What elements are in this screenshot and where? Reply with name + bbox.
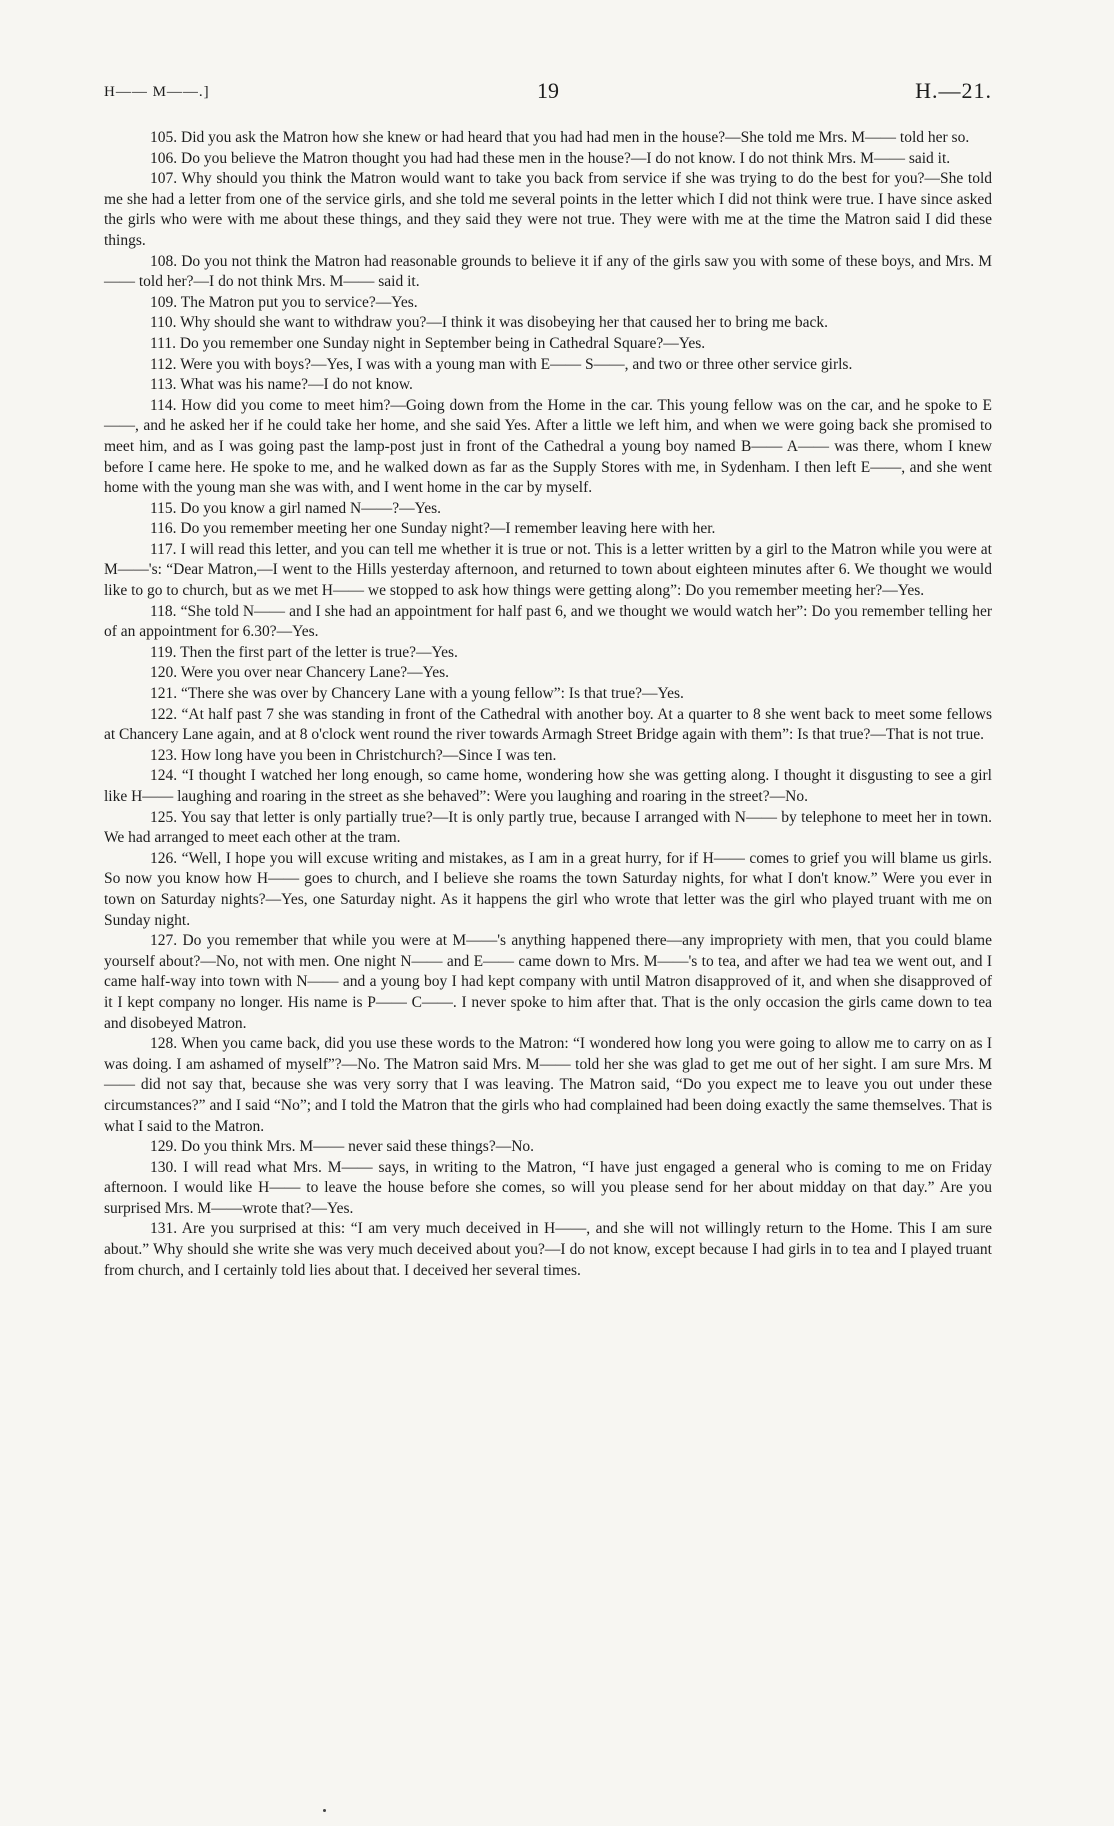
- page-header: [104, 78, 992, 108]
- question-110: 110. Why should she want to withdraw you?—I think it was disobeying her that caused her to bring me back.: [150, 314, 828, 332]
- question-120: 120. Were you over near Chancery Lane?—Yes.: [150, 664, 450, 682]
- question-109: 109. The Matron put you to service?—Yes.: [150, 293, 418, 311]
- header-running-title: H—— M——.]: [104, 84, 210, 100]
- question-112: 112. Were you with boys?—Yes, I was with a young man with E—— S——, and two or three other service girls.: [150, 355, 853, 373]
- question-126: 126. “Well, I hope you will excuse writing and mistakes, as I am in a great hurry, for if H—— comes to grief you will blame us girls. So now you know how H—— goes to church, and I believe she roams the town Saturday nights, for what I don't know.” Were you ever in town on Saturday nights?—Yes, one Saturday night. As it happens the girl who wrote that letter was the girl who played truant with me on Sunday night.: [104, 849, 992, 929]
- question-119: 119. Then the first part of the letter is true?—Yes.: [150, 643, 458, 661]
- testimony-body: [104, 128, 992, 1281]
- question-116: 116. Do you remember meeting her one Sunday night?—I remember leaving here with her.: [150, 520, 716, 538]
- question-105: 105. Did you ask the Matron how she knew or had heard that you had had men in the house?—She told me Mrs. M—— told her so.: [150, 129, 970, 146]
- question-117: 117. I will read this letter, and you can tell me whether it is true or not. This is a letter written by a girl to the Matron while you were at M——'s: “Dear Matron,—I went to the Hills yesterday afternoon, and returned to town about eighteen minutes after 6. We thought we would like to go to church, but as we met H—— we stopped to ask how things were getting along”: Do you remember meeting her?—Yes.: [104, 540, 992, 600]
- question-130: 130. I will read what Mrs. M—— says, in writing to the Matron, “I have just engaged a general who is coming to me on Friday afternoon. I would like H—— to leave the house before she comes, so will you please send for her about midday on that day.” Are you surprised Mrs. M——wrote that?—Yes.: [104, 1158, 992, 1217]
- question-123: 123. How long have you been in Christchurch?—Since I was ten.: [150, 746, 557, 764]
- question-113: 113. What was his name?—I do not know.: [150, 376, 413, 394]
- question-125: 125. You say that letter is only partially true?—It is only partly true, because I arranged with N—— by telephone to meet her in town. We had arranged to meet each other at the tram.: [104, 808, 992, 847]
- question-129: 129. Do you think Mrs. M—— never said these things?—No.: [150, 1138, 535, 1156]
- document-reference: H.—21.: [915, 78, 992, 103]
- question-106: 106. Do you believe the Matron thought you had had these men in the house?—I do not know. I do not think Mrs. M—— said it.: [150, 149, 951, 167]
- question-121: 121. “There she was over by Chancery Lane with a young fellow”: Is that true?—Yes.: [150, 685, 684, 703]
- question-128: 128. When you came back, did you use these words to the Matron: “I wondered how long you were going to allow me to carry on as I was doing. I am ashamed of myself”?—No. The Matron said Mrs. M—— told her she was glad to get me out of her sight. I am sure Mrs. M—— did not say that, because she was very sorry that I was leaving. The Matron said, “Do you expect me to leave you out under these circumstances?” and I said “No”; and I told the Matron that the girls who had complained had been doing exactly the same themselves. That is what I said to the Matron.: [104, 1035, 992, 1135]
- question-107: 107. Why should you think the Matron would want to take you back from service if she was trying to do the best for you?—She told me she had a letter from one of the service girls, and she told me several points in the letter which I did not think were true. I have since asked the girls who were with me about these things, and they said they were not true. They were with me at the time the Matron said I did these things.: [104, 170, 992, 249]
- question-122: 122. “At half past 7 she was standing in front of the Cathedral with another boy. At a quarter to 8 she went back to meet some fellows at Chancery Lane again, and at 8 o'clock went round the river towards Armagh Street Bridge again with them”: Is that true?—That is not true.: [104, 705, 992, 744]
- page-number: 19: [537, 78, 559, 103]
- question-108: 108. Do you not think the Matron had reasonable grounds to believe it if any of the girls saw you with some of these boys, and Mrs. M—— told her?—I do not think Mrs. M—— said it.: [104, 252, 992, 291]
- question-124: 124. “I thought I watched her long enough, so came home, wondering how she was getting along. I thought it disgusting to see a girl like H—— laughing and roaring in the street as she behaved”: Were you laughing and roaring in the street?—No.: [104, 767, 992, 805]
- question-127: 127. Do you remember that while you were at M——'s anything happened there—any impropriety with men, that you could blame yourself about?—No, not with men. One night N—— and E—— came down to Mrs. M——'s to tea, and after we had tea we went out, and I came half-way into town with N—— and a young boy I had kept company with until Matron disapproved of it, and when she disapproved of it I kept company no longer. His name is P—— C——. I never spoke to him after that. That is the only occasion the girls came down to tea and disobeyed Matron.: [104, 932, 992, 1032]
- question-131: 131. Are you surprised at this: “I am very much deceived in H——, and she will not willingly return to the Home. This I am sure about.” Why should she write she was very much deceived about you?—I do not know, except because I had girls in to tea and I played truant from church, and I certainly told lies about that. I deceived her several times.: [104, 1220, 992, 1279]
- question-118: 118. “She told N—— and I she had an appointment for half past 6, and we thought we would watch her”: Do you remember telling her of an appointment for 6.30?—Yes.: [104, 602, 992, 641]
- question-111: 111. Do you remember one Sunday night in September being in Cathedral Square?—Yes.: [150, 334, 706, 352]
- question-114: 114. How did you come to meet him?—Going down from the Home in the car. This young fellow was on the car, and he spoke to E——, and he asked her if he could take her home, and she said Yes. After a little we left him, and when we were going back she promised to meet him, and as I was going past the lamp-post just in front of the Cathedral a young boy named B—— A—— was there, whom I knew before I came here. He spoke to me, and he walked down as far as the Supply Stores with me, in Sydenham. I then left E——, and she went home with the young man she was with, and I went home in the car by myself.: [104, 396, 992, 497]
- question-115: 115. Do you know a girl named N——?—Yes.: [150, 499, 442, 517]
- print-speck: [323, 1809, 326, 1812]
